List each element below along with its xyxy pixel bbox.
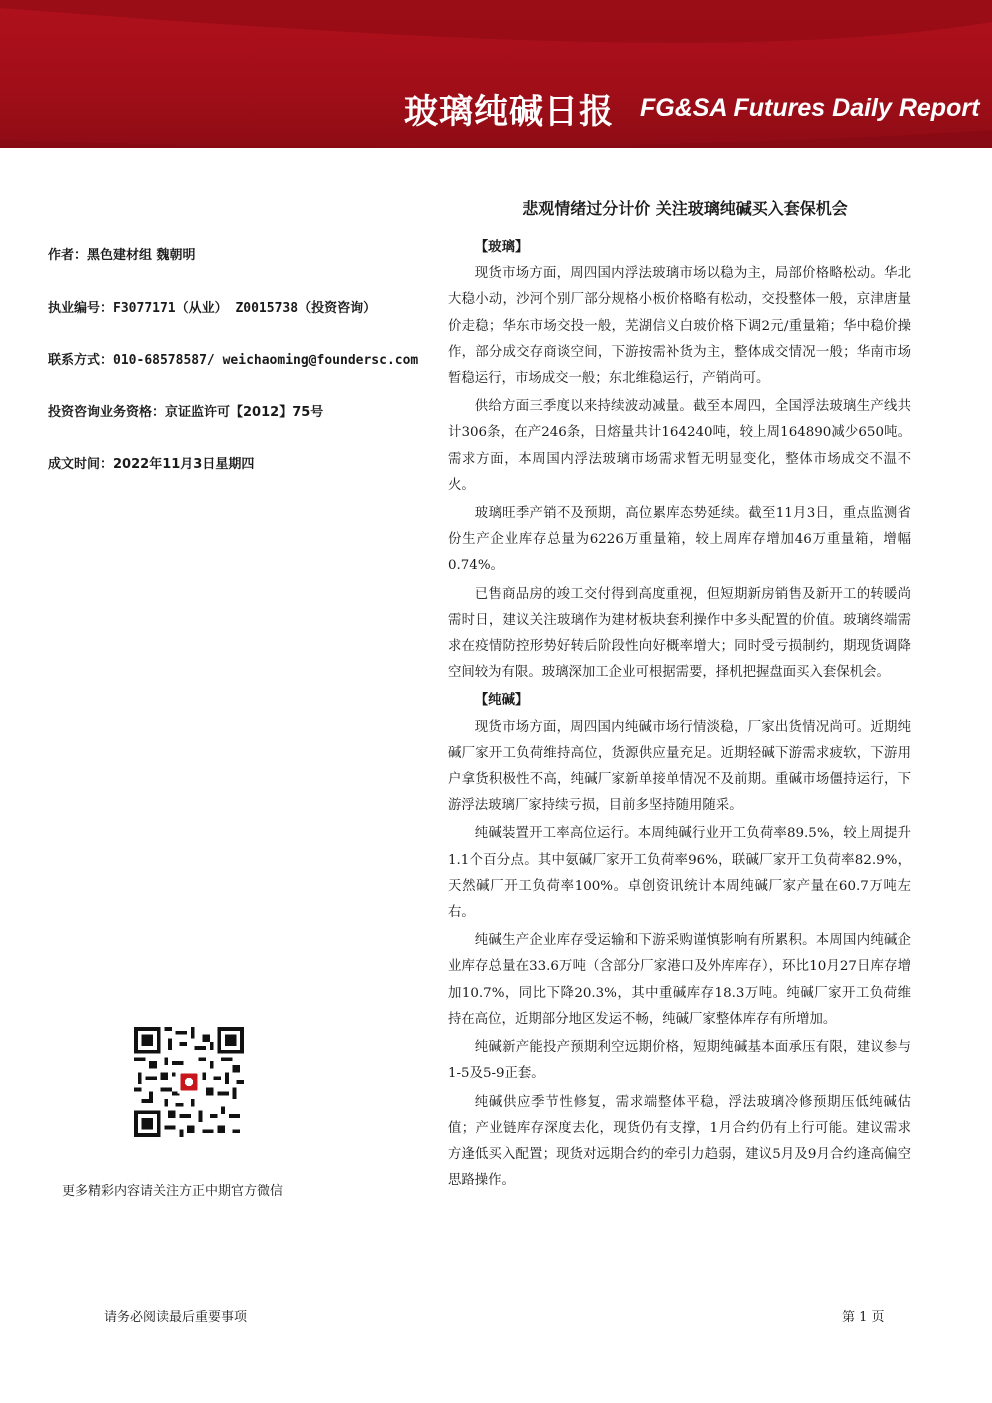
soda-paragraph-5: 纯碱供应季节性修复，需求端整体平稳，浮法玻璃冷修预期压低纯碱估值；产业链库存深度去化，现货仍有支撑，1月合约仍有上行可能。建议需求方逢低买入配置；现货对远期合约的牵引力趋弱，建议5月及9月合约逢高偏空思路操作。 — [448, 1094, 911, 1189]
meta-qualification — [48, 401, 323, 420]
page-number: 第 1 页 — [842, 1310, 885, 1325]
meta-qualification-value: 京证监许可【2012】75号 — [165, 405, 324, 420]
report-title-en: FG&SA Futures Daily Report — [640, 94, 980, 122]
meta-author-value: 黑色建材组 魏朝明 — [87, 248, 196, 263]
meta-date-value: 2022年11月3日星期四 — [113, 457, 255, 472]
glass-paragraph-3: 玻璃旺季产销不及预期，高位累库态势延续。截至11月3日，重点监测省份生产企业库存总量为6226万重量箱，较上周库存增加46万重量箱，增幅0.74%。 — [448, 506, 911, 574]
meta-license — [48, 297, 376, 316]
wechat-qr-code[interactable] — [134, 1027, 244, 1137]
soda-paragraph-2: 纯碱装置开工率高位运行。本周纯碱行业开工负荷率89.5%，较上周提升1.1个百分点。其中氨碱厂家开工负荷率96%，联碱厂家开工负荷率82.9%，天然碱厂开工负荷率100%。卓创资讯统计本周纯碱厂家产量在60.7万吨左右。 — [448, 826, 911, 921]
soda-paragraph-1: 现货市场方面，周四国内纯碱市场行情淡稳，厂家出货情况尚可。近期纯碱厂家开工负荷维持高位，货源供应量充足。近期轻碱下游需求疲软，下游用户拿货积极性不高，纯碱厂家新单接单情况不及前期。重碱市场僵持运行，下游浮法玻璃厂家持续亏损，目前多坚持随用随采。 — [448, 719, 911, 814]
meta-contact — [48, 349, 418, 368]
meta-date-label: 成文时间： — [48, 457, 114, 472]
soda-paragraph-4: 纯碱新产能投产预期利空远期价格，短期纯碱基本面承压有限，建议参与1-5及5-9正套。 — [448, 1040, 911, 1082]
article-title: 悲观情绪过分计价 关注玻璃纯碱买入套保机会 — [522, 199, 848, 218]
meta-qualification-label: 投资咨询业务资格： — [48, 405, 166, 420]
meta-contact-value[interactable]: 010-68578587/ weichaoming@foundersc.com — [113, 353, 419, 368]
meta-date — [48, 453, 254, 472]
soda-paragraph-3: 纯碱生产企业库存受运输和下游采购谨慎影响有所累积。本周国内纯碱企业库存总量在33.6万吨（含部分厂家港口及外库库存），环比10月27日库存增加10.7%，同比下降20.3%，其中重碱库存18.3万吨。纯碱厂家开工负荷维持在高位，近期部分地区发运不畅，纯碱厂家整体库存有所增加。 — [448, 933, 911, 1027]
meta-license-label: 执业编号： — [48, 301, 114, 316]
glass-paragraph-1: 现货市场方面，周四国内浮法玻璃市场以稳为主，局部价格略松动。华北大稳小动，沙河个别厂部分规格小板价格略有松动，交投整体一般，京津唐量价走稳；华东市场交投一般，芜湖信义白玻价格下调2元/重量箱；华中稳价操作，部分成交存商谈空间，下游按需补货为主，整体成交情况一般；华南市场暂稳运行，市场成交一般；东北维稳运行，产销尚可。 — [448, 266, 911, 387]
meta-contact-label: 联系方式： — [48, 353, 114, 368]
section-heading-soda: 【纯碱】 — [474, 693, 529, 709]
report-title-cn: 玻璃纯碱日报 — [404, 92, 614, 132]
meta-license-value: F3077171（从业） Z0015738（投资咨询） — [113, 301, 377, 316]
glass-paragraph-4: 已售商品房的竣工交付得到高度重视，但短期新房销售及新开工的转暖尚需时日，建议关注玻璃作为建材板块套利操作中多头配置的价值。玻璃终端需求在疫情防控形势好转后阶段性向好概率增大；同时受亏损制约，期现货调降空间较为有限。玻璃深加工企业可根据需要，择机把握盘面买入套保机会。 — [448, 586, 911, 681]
section-heading-glass: 【玻璃】 — [474, 240, 529, 255]
meta-author-label: 作者： — [48, 248, 88, 263]
qr-caption: 更多精彩内容请关注方正中期官方微信 — [62, 1184, 284, 1199]
glass-paragraph-2: 供给方面三季度以来持续波动减量。截至本周四，全国浮法玻璃生产线共计306条，在产246条，日熔量共计164240吨，较上周164890减少650吨。需求方面，本周国内浮法玻璃市场需求暂无明显变化，整体市场成交不温不火。 — [448, 399, 911, 493]
report-body — [448, 235, 911, 1196]
footer-note: 请务必阅读最后重要事项 — [104, 1310, 248, 1325]
meta-author — [48, 244, 196, 263]
